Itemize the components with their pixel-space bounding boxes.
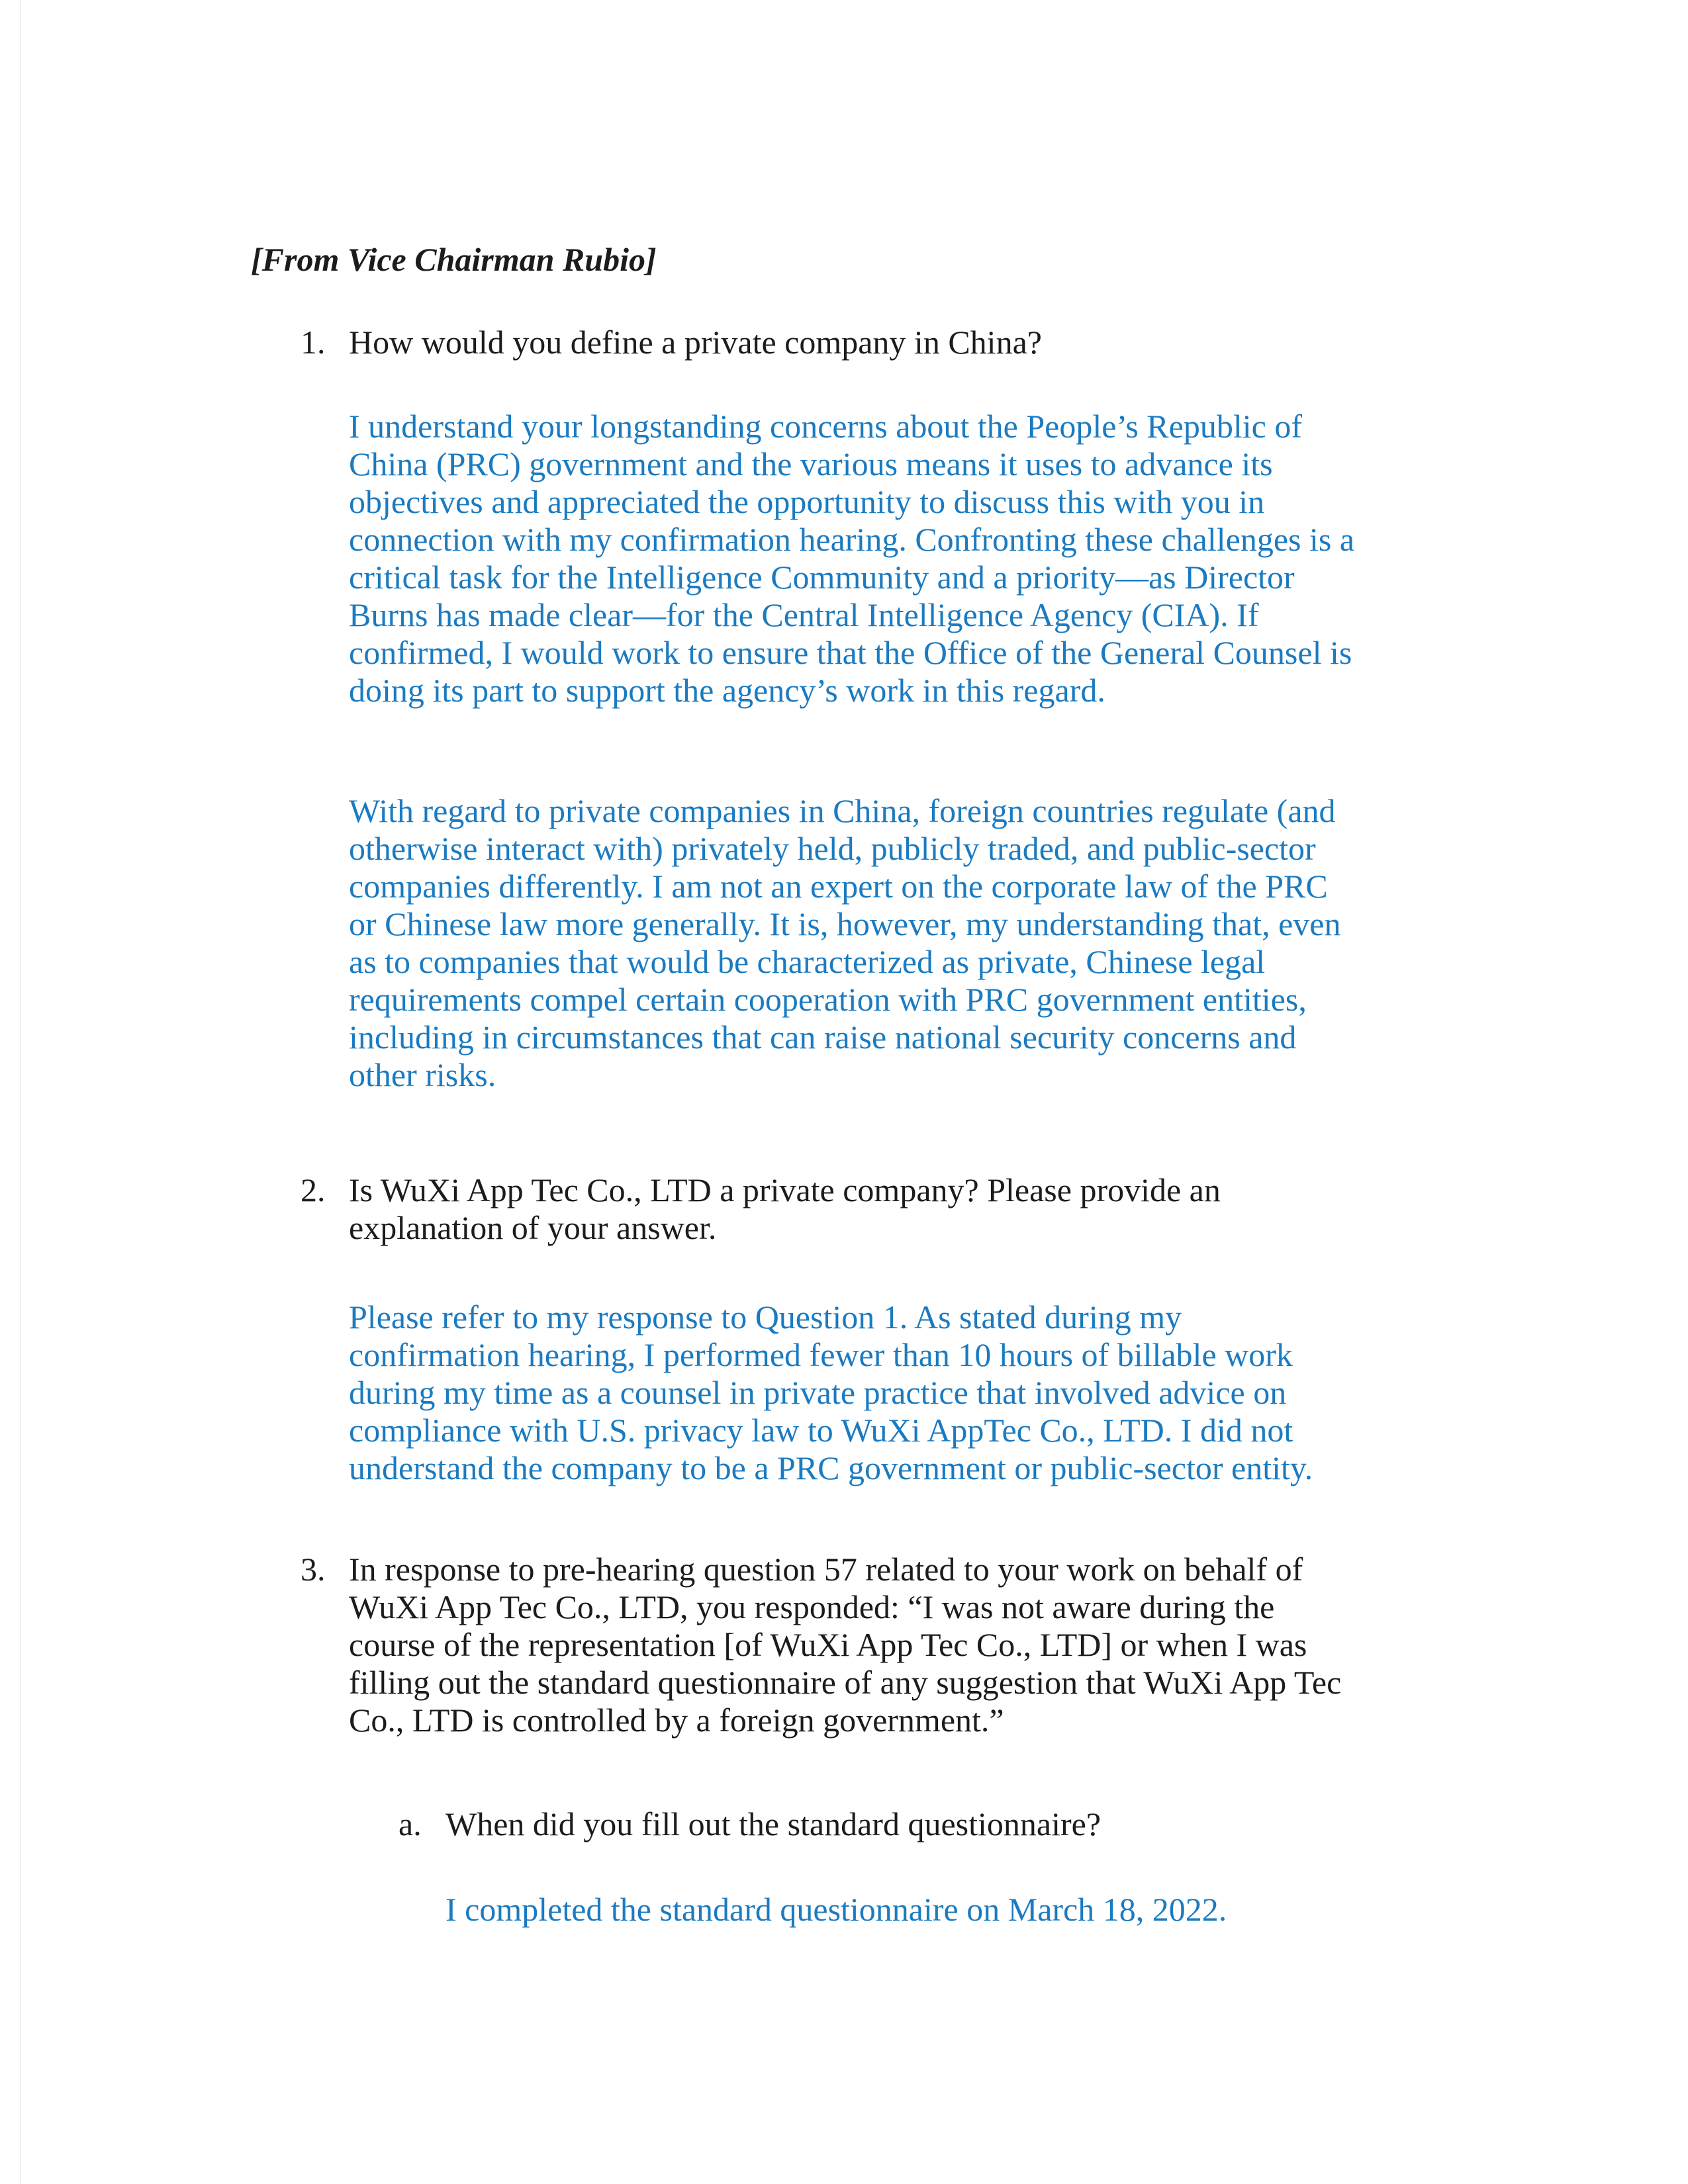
answer-2-paragraph-line: understand the company to be a PRC government or public-sector entity. <box>349 1449 1313 1486</box>
answer-2-paragraph-line: confirmation hearing, I performed fewer than 10 hours of billable work <box>349 1336 1293 1373</box>
answer-1-paragraph-2-line: otherwise interact with) privately held, publicly traded, and public-sector <box>349 830 1316 867</box>
question-3-text-line: In response to pre-hearing question 57 related to your work on behalf of <box>349 1551 1303 1588</box>
answer-1-paragraph-2 <box>349 792 1341 1094</box>
question-number: 3. <box>301 1551 326 1588</box>
question-3-text-line: filling out the standard questionnaire of any suggestion that WuXi App Tec <box>349 1664 1342 1701</box>
answer-2-paragraph-line: compliance with U.S. privacy law to WuXi AppTec Co., LTD. I did not <box>349 1412 1293 1449</box>
question-number: 1. <box>301 324 326 361</box>
answer-1-paragraph-2-line: or Chinese law more generally. It is, however, my understanding that, even <box>349 905 1341 942</box>
answer-1-paragraph-2-line: other risks. <box>349 1056 496 1093</box>
answer-1-paragraph-2-line: as to companies that would be characterized as private, Chinese legal <box>349 943 1266 980</box>
question-3a-text <box>445 1805 1101 1843</box>
question-number: 2. <box>301 1171 326 1208</box>
answer-1-paragraph-2-line: requirements compel certain cooperation with PRC government entities, <box>349 981 1307 1018</box>
answer-1-paragraph-2-line: With regard to private companies in China, foreign countries regulate (and <box>349 792 1336 829</box>
answer-1-paragraph-2-line: including in circumstances that can raise national security concerns and <box>349 1019 1297 1056</box>
answer-1-paragraph-1-line: Burns has made clear—for the Central Intelligence Agency (CIA). If <box>349 596 1259 633</box>
answer-1-paragraph-2-line: companies differently. I am not an expert on the corporate law of the PRC <box>349 868 1328 905</box>
answer-1-paragraph-1-line: objectives and appreciated the opportunity to discuss this with you in <box>349 483 1265 520</box>
answer-1-paragraph-1-line: I understand your longstanding concerns about the People’s Republic of <box>349 408 1302 445</box>
question-1-text-line: How would you define a private company in China? <box>349 324 1042 361</box>
question-2-text <box>349 1171 1221 1247</box>
answer-1-paragraph-1-line: China (PRC) government and the various means it uses to advance its <box>349 445 1273 482</box>
question-3-text-line: Co., LTD is controlled by a foreign government.” <box>349 1702 1004 1739</box>
question-3a-text-line: When did you fill out the standard questionnaire? <box>445 1805 1102 1843</box>
answer-3a-line: I completed the standard questionnaire on March 18, 2022. <box>445 1891 1227 1928</box>
answer-1-paragraph-1 <box>349 408 1354 709</box>
scan-edge <box>20 0 21 2184</box>
answer-2-paragraph-line: during my time as a counsel in private practice that involved advice on <box>349 1374 1287 1411</box>
question-2-text-line: Is WuXi App Tec Co., LTD a private company? Please provide an <box>349 1171 1221 1208</box>
question-3-text-line: course of the representation [of WuXi App Tec Co., LTD] or when I was <box>349 1626 1307 1663</box>
answer-1-paragraph-1-line: connection with my confirmation hearing. Confronting these challenges is a <box>349 521 1355 558</box>
question-3-text-line: WuXi App Tec Co., LTD, you responded: “I was not aware during the <box>349 1588 1275 1625</box>
answer-2-paragraph <box>349 1298 1313 1487</box>
subquestion-letter: a. <box>399 1805 422 1843</box>
section-heading: [From Vice Chairman Rubio] <box>251 241 657 278</box>
answer-1-paragraph-1-line: critical task for the Intelligence Community and a priority—as Director <box>349 559 1295 596</box>
answer-2-paragraph-line: Please refer to my response to Question 1. As stated during my <box>349 1298 1182 1336</box>
answer-1-paragraph-1-line: confirmed, I would work to ensure that the Office of the General Counsel is <box>349 634 1352 671</box>
question-2-text-line: explanation of your answer. <box>349 1209 717 1246</box>
question-1-text <box>349 324 1042 361</box>
answer-1-paragraph-1-line: doing its part to support the agency’s work in this regard. <box>349 672 1105 709</box>
answer-3a <box>445 1891 1227 1929</box>
question-3-text <box>349 1551 1341 1739</box>
